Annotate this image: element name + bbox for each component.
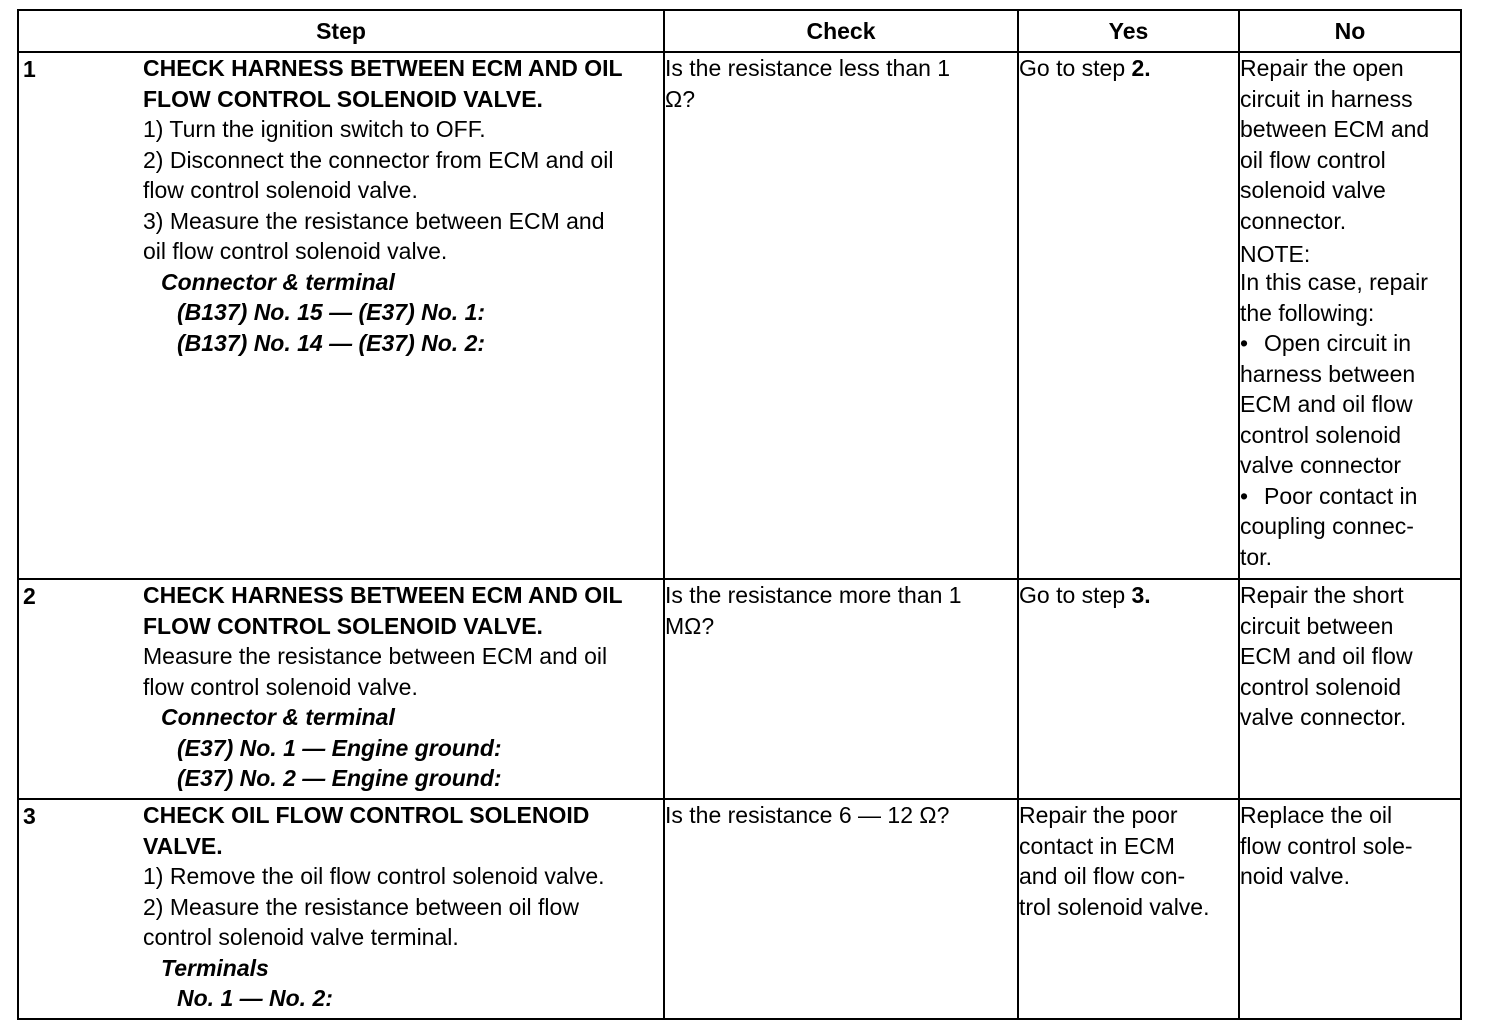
yes-cell <box>1018 799 1239 1019</box>
step-instruction: flow control solenoid valve. <box>143 673 418 700</box>
no-text: circuit between <box>1240 612 1394 639</box>
yes-step-ref: 2. <box>1131 55 1151 81</box>
yes-step-ref: 3. <box>1131 582 1151 608</box>
step-instruction: control solenoid valve terminal. <box>143 924 459 950</box>
step-instruction: oil flow control solenoid valve. <box>143 238 448 264</box>
check-text: Is the resistance more than 1 <box>665 582 962 608</box>
bullet-text: valve connector <box>1240 452 1402 478</box>
yes-prefix: Go to step <box>1019 55 1132 81</box>
spec-item: (B137) No. 14 — (E37) No. 2: <box>177 329 486 356</box>
no-cell <box>1239 52 1461 579</box>
spec-label: Terminals <box>161 954 269 981</box>
header-yes: Yes <box>1018 10 1239 52</box>
step-title-line: CHECK HARNESS BETWEEN ECM AND OIL <box>143 582 623 608</box>
spec-item: No. 1 — No. 2: <box>177 985 333 1011</box>
check-text: Is the resistance less than 1 <box>665 55 951 81</box>
header-row <box>18 10 1461 52</box>
no-text: between ECM and <box>1240 116 1430 142</box>
bullet-icon: • <box>1240 330 1249 356</box>
yes-cell <box>1018 52 1239 579</box>
bullet-item: • Poor contact in <box>1240 481 1460 512</box>
step-title-line: CHECK OIL FLOW CONTROL SOLENOID <box>143 802 590 828</box>
no-cell <box>1239 799 1461 1019</box>
no-cell <box>1239 579 1461 799</box>
header-check: Check <box>664 10 1018 52</box>
no-text: oil flow control <box>1240 146 1386 173</box>
no-text: flow control sole- <box>1240 832 1413 859</box>
bullet-text: control solenoid <box>1240 421 1402 448</box>
no-text: solenoid valve <box>1240 177 1386 203</box>
step-instruction: 3) Measure the resistance between ECM and <box>143 207 605 234</box>
check-cell <box>664 52 1018 579</box>
check-text: Ω? <box>665 85 695 112</box>
table-row <box>18 799 1461 1019</box>
no-text: ECM and oil flow <box>1240 643 1413 669</box>
no-text: Repair the short <box>1240 582 1404 608</box>
header-no: No <box>1239 10 1461 52</box>
step-cell <box>18 52 664 579</box>
step-cell <box>18 799 664 1019</box>
no-text: valve connector. <box>1240 704 1407 730</box>
check-text: MΩ? <box>665 612 715 639</box>
yes-text: Repair the poor <box>1019 802 1178 828</box>
check-cell <box>664 579 1018 799</box>
bullet-item: • Open circuit in <box>1240 328 1460 359</box>
no-text: noid valve. <box>1240 863 1350 889</box>
bullet-text: coupling connec- <box>1240 513 1414 539</box>
check-text: Is the resistance 6 — 12 Ω? <box>665 802 950 828</box>
step-title-line: FLOW CONTROL SOLENOID VALVE. <box>143 612 543 639</box>
step-cell <box>18 579 664 799</box>
spec-label: Connector & terminal <box>161 268 395 295</box>
bullet-text: harness between <box>1240 360 1416 387</box>
bullet-icon: • <box>1240 482 1249 509</box>
yes-text: contact in ECM <box>1019 832 1175 859</box>
table-row <box>18 52 1461 579</box>
step-instruction: 1) Turn the ignition switch to OFF. <box>143 116 486 142</box>
note-text: the following: <box>1240 299 1375 326</box>
yes-text: and oil flow con- <box>1019 863 1186 889</box>
spec-item: (E37) No. 2 — Engine ground: <box>177 765 502 791</box>
step-number: 3 <box>23 803 36 829</box>
table-row <box>18 579 1461 799</box>
spec-item: (E37) No. 1 — Engine ground: <box>177 734 502 761</box>
no-text: connector. <box>1240 207 1347 234</box>
step-title-line: CHECK HARNESS BETWEEN ECM AND OIL <box>143 55 623 81</box>
yes-prefix: Go to step <box>1019 582 1132 608</box>
no-text: circuit in harness <box>1240 85 1413 112</box>
yes-text <box>1019 53 1238 84</box>
step-instruction: flow control solenoid valve. <box>143 177 418 203</box>
step-number: 2 <box>23 583 36 609</box>
no-text: Replace the oil <box>1240 802 1393 828</box>
step-instruction: 2) Disconnect the connector from ECM and oil <box>143 146 614 173</box>
header-step: Step <box>18 10 664 52</box>
note-label: NOTE: <box>1240 241 1311 267</box>
step-instruction: Measure the resistance between ECM and oil <box>143 643 608 669</box>
spec-label: Connector & terminal <box>161 704 395 730</box>
step-title-line: VALVE. <box>143 832 223 859</box>
yes-cell <box>1018 579 1239 799</box>
bullet-text: tor. <box>1240 543 1272 570</box>
spec-item: (B137) No. 15 — (E37) No. 1: <box>177 299 486 325</box>
check-cell <box>664 799 1018 1019</box>
yes-text: trol solenoid valve. <box>1019 893 1210 920</box>
no-text: control solenoid <box>1240 673 1402 700</box>
step-instruction: 1) Remove the oil flow control solenoid valve. <box>143 863 605 889</box>
note-text: In this case, repair <box>1240 269 1428 295</box>
step-number: 1 <box>23 56 36 82</box>
step-title-line: FLOW CONTROL SOLENOID VALVE. <box>143 85 543 112</box>
bullet-text: ECM and oil flow <box>1240 391 1413 417</box>
step-instruction: 2) Measure the resistance between oil flow <box>143 893 579 920</box>
yes-text <box>1019 580 1238 611</box>
no-text: Repair the open <box>1240 55 1404 81</box>
diagnostic-table <box>17 9 1462 1020</box>
